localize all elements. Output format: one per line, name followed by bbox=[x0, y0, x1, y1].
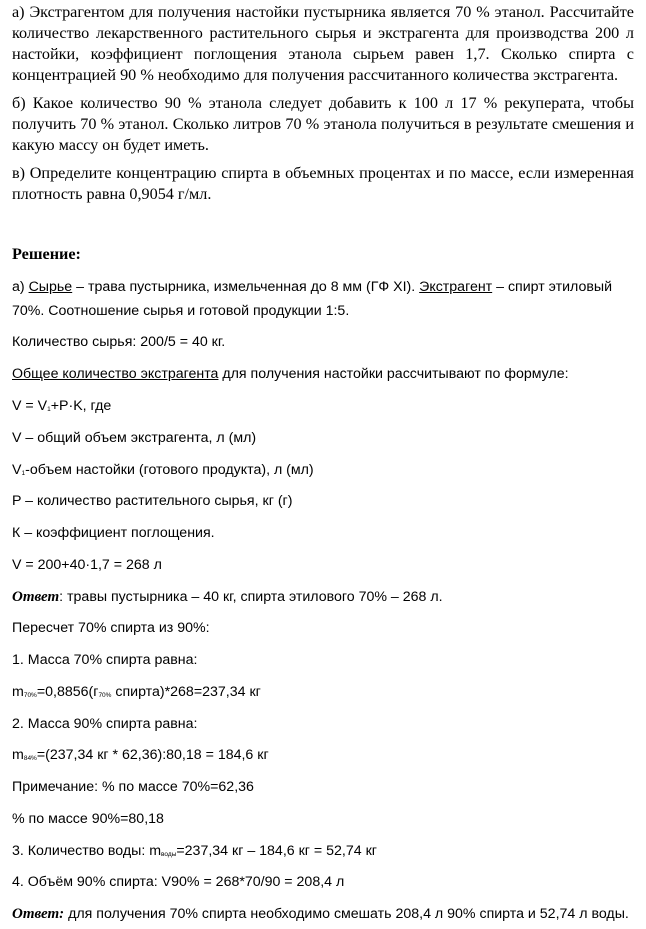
step-3-line bbox=[12, 841, 636, 865]
water-text-start: 3. Количество воды: m bbox=[12, 843, 162, 859]
mass-subscript: 70% bbox=[23, 692, 37, 699]
extragent-amount-term: Общее количество экстрагента bbox=[12, 366, 219, 382]
raw-material-term: Сырье bbox=[28, 279, 73, 295]
task-v-paragraph: в) Определите концентрацию спирта в объемных процентах и по массе, если измеренная плотность равна 0,9054 г/мл. bbox=[12, 164, 634, 203]
mass-symbol: m bbox=[12, 684, 24, 700]
step-1-formula bbox=[12, 682, 636, 706]
definition-v1 bbox=[12, 460, 636, 484]
water-text-end: =237,34 кг – 184,6 кг = 52,74 кг bbox=[176, 843, 377, 859]
answer-line-2 bbox=[12, 904, 636, 924]
answer-line-1 bbox=[12, 587, 636, 607]
answer-text-2: для получения 70% спирта необходимо смешать 208,4 л 90% спирта и 52,74 л воды. bbox=[64, 906, 629, 922]
formula-end: +P·K, где bbox=[50, 398, 112, 414]
definition-v: V – общий объем экстрагента, л (мл) bbox=[12, 430, 257, 446]
step-2-formula bbox=[12, 745, 636, 769]
note-line: Примечание: % по массе 70%=62,36 bbox=[12, 779, 254, 795]
formula-subscript: 1 bbox=[47, 406, 51, 413]
definition-k: К – коэффициент поглощения. bbox=[12, 525, 215, 541]
formula-intro-text: для получения настойки рассчитывают по формуле: bbox=[218, 366, 569, 382]
mass2-symbol: m bbox=[12, 747, 24, 763]
step-2-title: 2. Масса 90% спирта равна: bbox=[12, 716, 198, 732]
answer-text: : травы пустырника – 40 кг, спирта этилового 70% – 268 л. bbox=[59, 589, 443, 605]
formula-start: V = V bbox=[12, 398, 48, 414]
calculation-v: V = 200+40·1,7 = 268 л bbox=[12, 557, 162, 573]
step-4-line: 4. Объём 90% спирта: V90% = 268*70/90 = 208,4 л bbox=[12, 874, 345, 890]
step-1-title: 1. Масса 70% спирта равна: bbox=[12, 652, 198, 668]
answer-label-2: Ответ: bbox=[12, 906, 65, 922]
extragent-text: – спирт этиловый bbox=[492, 279, 613, 295]
formula-line bbox=[12, 396, 636, 420]
mass2-formula: =(237,34 кг * 62,36):80,18 = 184,6 кг bbox=[36, 747, 269, 763]
water-subscript: воды bbox=[161, 851, 177, 858]
solution-heading: Решение: bbox=[12, 245, 81, 263]
mass-formula-end: спирта)*268=237,34 кг bbox=[111, 684, 261, 700]
solution-line-3: Количество сырья: 200/5 = 40 кг. bbox=[12, 334, 226, 350]
mass2-subscript: 84% bbox=[23, 755, 37, 762]
definition-v1-text: -объем настойки (готового продукта), л (мл) bbox=[25, 462, 314, 478]
line-prefix: а) bbox=[12, 279, 29, 295]
note-line-2: % по массе 90%=80,18 bbox=[12, 811, 164, 827]
definition-v1-subscript: 1 bbox=[21, 470, 26, 477]
task-a-paragraph: а) Экстрагентом для получения настойки пустырника является 70 % этанол. Рассчитайте количество лекарственного растительного сырья и экстрагента для производства 200 л настойки, коэффициент поглощения этанола сырьем равен 1,7. Сколько спирта с концентрацией 90 % необходимо для получения рассчитанного количества экстрагента. bbox=[12, 3, 634, 84]
solution-line-1 bbox=[12, 277, 636, 297]
raw-material-text: – трава пустырника, измельченная до 8 мм (ГФ XI). bbox=[72, 279, 420, 295]
solution-line-4 bbox=[12, 364, 636, 384]
solution-line-2: 70%. Соотношение сырья и готовой продукции 1:5. bbox=[12, 303, 350, 319]
extragent-term: Экстрагент bbox=[419, 279, 493, 295]
recalc-heading: Пересчет 70% спирта из 90%: bbox=[12, 620, 210, 636]
density-subscript: 70% bbox=[98, 692, 112, 699]
task-b-paragraph: б) Какое количество 90 % этанола следует добавить к 100 л 17 % рекуперата, чтобы получить 70 % этанол. Сколько литров 70 % этанола получиться в результате смешения и какую массу он будет иметь. bbox=[12, 94, 634, 154]
answer-label: Ответ bbox=[12, 589, 60, 605]
definition-v1-symbol: V bbox=[12, 462, 22, 478]
definition-p: P – количество растительного сырья, кг (г) bbox=[12, 493, 293, 509]
mass-formula-mid: =0,8856(г bbox=[36, 684, 99, 700]
